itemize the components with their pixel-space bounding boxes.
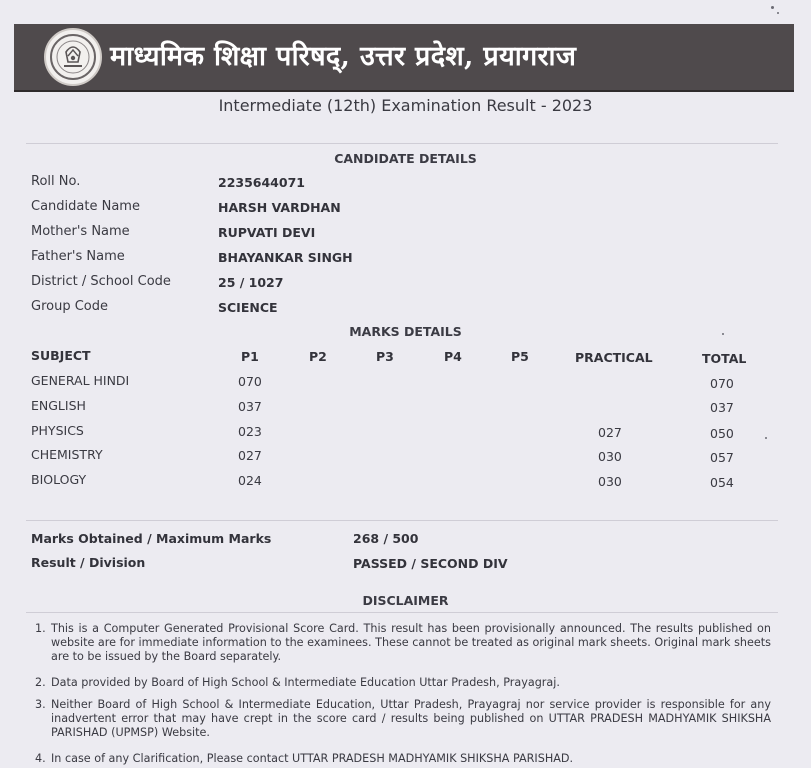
candidate-label-district: District / School Code: [31, 274, 171, 289]
col-header-total: TOTAL: [702, 351, 747, 366]
col-header-p5: P5: [511, 349, 529, 364]
p1-cell: 024: [238, 473, 262, 488]
list-item-text: In case of any Clarification, Please contact UTTAR PRADESH MADHYAMIK SHIKSHA PARISHAD.: [51, 752, 574, 765]
header-banner: [14, 24, 794, 92]
candidate-label-group: Group Code: [31, 299, 108, 314]
list-item: [35, 676, 771, 690]
col-header-p4: P4: [444, 349, 462, 364]
candidate-label-roll: Roll No.: [31, 174, 81, 189]
p1-cell: 027: [238, 448, 262, 463]
candidate-value-group: SCIENCE: [218, 300, 278, 315]
list-item-text: Data provided by Board of High School & Intermediate Education Uttar Pradesh, Prayagraj.: [51, 676, 560, 689]
list-item: [35, 698, 771, 740]
p1-cell: 037: [238, 399, 262, 414]
marks-obtained-label: Marks Obtained / Maximum Marks: [31, 531, 272, 546]
marks-details-heading: MARKS DETAILS: [349, 324, 462, 339]
col-header-subject: SUBJECT: [31, 348, 91, 363]
p1-cell: 070: [238, 374, 262, 389]
subject-cell: PHYSICS: [31, 423, 84, 438]
p1-cell: 023: [238, 424, 262, 439]
board-seal-icon: [44, 28, 102, 86]
candidate-label-name: Candidate Name: [31, 199, 140, 214]
subject-cell: CHEMISTRY: [31, 447, 103, 462]
disclaimer-heading: DISCLAIMER: [362, 593, 449, 608]
col-header-p3: P3: [376, 349, 394, 364]
candidate-value-roll: 2235644071: [218, 175, 305, 190]
list-item-text: Neither Board of High School & Intermediate Education, Uttar Pradesh, Prayagraj nor service provider is responsible for any inadvertent error that may have crept in the score card / results being published on UTTAR PRADESH MADHYAMIK SHIKSHA PARISHAD (UPMSP) Website.: [51, 698, 771, 739]
result-division-value: PASSED / SECOND DIV: [353, 556, 508, 571]
practical-cell: 030: [598, 449, 622, 464]
subject-cell: BIOLOGY: [31, 472, 87, 487]
total-cell: 057: [710, 450, 734, 465]
list-item-number: 1.: [35, 622, 46, 635]
divider: [26, 520, 778, 521]
subject-cell: ENGLISH: [31, 398, 86, 413]
list-item-number: 2.: [35, 676, 46, 689]
candidate-value-name: HARSH VARDHAN: [218, 200, 341, 215]
list-item-text: This is a Computer Generated Provisional Score Card. This result has been provisionally announced. The results published on website are for immediate information to the examinees. These cannot be treated as original mark sheets. Original mark sheets are to be issued by the Board separately.: [51, 622, 771, 663]
total-cell: 070: [710, 376, 734, 391]
divider: [26, 143, 778, 144]
candidate-value-district: 25 / 1027: [218, 275, 284, 290]
candidate-label-father: Father's Name: [31, 249, 125, 264]
candidate-value-mother: RUPVATI DEVI: [218, 225, 316, 240]
exam-title: Intermediate (12th) Examination Result - 2023: [218, 96, 593, 115]
divider: [26, 612, 778, 613]
candidate-details-heading: CANDIDATE DETAILS: [334, 151, 477, 166]
list-item-number: 3.: [35, 698, 46, 711]
candidate-label-mother: Mother's Name: [31, 224, 130, 239]
list-item-number: 4.: [35, 752, 46, 765]
col-header-p2: P2: [309, 349, 327, 364]
paper-speck: [777, 12, 779, 14]
total-cell: 050: [710, 426, 734, 441]
paper-speck: [771, 6, 774, 9]
paper-speck: [765, 437, 767, 439]
subject-cell: GENERAL HINDI: [31, 373, 130, 388]
board-title: माध्यमिक शिक्षा परिषद्, उत्तर प्रदेश, प्रयागराज: [110, 41, 577, 72]
practical-cell: 030: [598, 474, 622, 489]
list-item: [35, 752, 771, 766]
practical-cell: 027: [598, 425, 622, 440]
result-division-label: Result / Division: [31, 555, 146, 570]
total-cell: 054: [710, 475, 734, 490]
marks-obtained-value: 268 / 500: [353, 531, 419, 546]
total-cell: 037: [710, 400, 734, 415]
col-header-p1: P1: [241, 349, 259, 364]
col-header-practical: PRACTICAL: [575, 350, 653, 365]
paper-speck: [722, 333, 724, 335]
candidate-value-father: BHAYANKAR SINGH: [218, 250, 353, 265]
list-item: [35, 622, 771, 664]
